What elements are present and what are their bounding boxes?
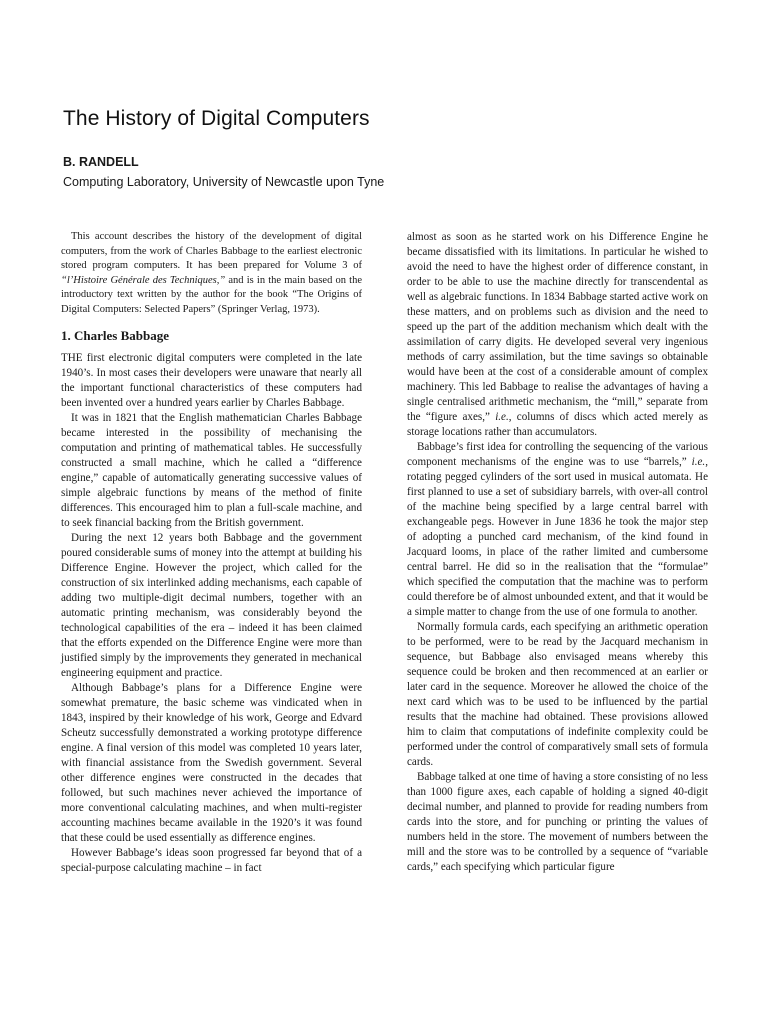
right-column bbox=[407, 230, 708, 875]
body-text: Babbage’s first idea for controlling the sequencing of the various component mechanisms of the engine was to use “barrels,” bbox=[407, 441, 708, 468]
body-paragraph: Babbage talked at one time of having a store consisting of no less than 1000 figure axes, each capable of holding a signed 40-digit decimal number, and planned to provide for reading numbers from cards into the store, and for punching or printing the values of numbers held in the store. The movement of numbers between the mill and the store was to be controlled by a sequence of “variable cards,” each specifying which particular figure bbox=[407, 771, 708, 873]
body-italic: i.e. bbox=[495, 411, 509, 423]
body-paragraph bbox=[407, 440, 708, 620]
abstract-paragraph bbox=[61, 230, 362, 318]
body-paragraph: THE first electronic digital computers were completed in the late 1940’s. In most cases their developers were unaware that nearly all the important functional characteristics of these computers had been invented over a hundred years earlier by Charles Babbage. bbox=[61, 351, 362, 409]
paper-title: The History of Digital Computers bbox=[63, 107, 370, 130]
body-text: almost as soon as he started work on his Difference Engine he became dissatisfied with its limitations. In particular he wished to avoid the need to have the highest order of difference constant, in order to be able to use the machine directly for transcendental as well as algebraic functions. In 1834 Babbage started active work on these matters, and on problems such as division and the need to speed up the part of the addition mechanism which dealt with the assimilation of carry digits. He developed several very ingenious methods of carry assimilation, but the time savings so obtainable would have been at the cost of a considerable amount of complex machinery. This led Babbage to realise the advantages of having a single centralised arithmetic mechanism, the “mill,” separate from the “figure axes,” bbox=[407, 231, 708, 423]
body-paragraph bbox=[407, 230, 708, 440]
abstract-italic-title: “l’Histoire Générale des Techniques,” bbox=[61, 274, 226, 286]
body-paragraph: Although Babbage’s plans for a Difference Engine were somewhat premature, the basic scheme was vindicated when in 1843, inspired by their knowledge of his work, George and Edvard Scheutz successfully demonstrated a working prototype difference engine. A final version of this model was completed 10 years later, with financial assistance from the Swedish government. Several other difference engines were constructed in the decades that followed, but such machines never achieved the importance of more conventional calculating machines, and when multi-register accounting machines became available in the 1920’s it was found that these could be used essentially as difference engines. bbox=[61, 681, 362, 844]
section-heading: 1. Charles Babbage bbox=[61, 327, 169, 343]
left-column bbox=[61, 230, 362, 876]
abstract bbox=[61, 230, 362, 318]
body-paragraph: Normally formula cards, each specifying an arithmetic operation to be performed, were to be read by the Jacquard mechanism in sequence, but Babbage also envisaged means whereby this sequence could be broken and then recommenced at an earlier or later card in the sequence. Moreover he allowed the choice of the next card which was to be used to be influenced by the partial results that the machine had obtained. These provisions allowed him to claim that computations of indefinite complexity could be performed under the control of comparatively small sets of formula cards. bbox=[407, 621, 708, 768]
abstract-text-1: This account describes the history of the development of digital computers, from the work of Charles Babbage to the earliest electronic stored program computers. It has been prepared for Volume 3 of bbox=[61, 231, 362, 272]
body-paragraph: However Babbage’s ideas soon progressed far beyond that of a special-purpose calculating machine – in fact bbox=[61, 846, 362, 874]
body-text: , rotating pegged cylinders of the sort used in musical automata. He first planned to use a set of subsidiary barrels, with over-all control of the machine being specified by a large central barrel with exchangeable pegs. However in June 1836 he took the major step of adopting a punched card mechanism, of the kind found in Jacquard looms, in place of the rather limited and cumbersome central barrel. He did so in the realisation that the “formulae” which specified the computation that the machine was to perform could therefore be of almost unbounded extent, and that it would be a simple matter to change from the use of one formula to another. bbox=[407, 456, 708, 618]
body-italic: i.e. bbox=[691, 456, 706, 468]
body-text: , columns of discs which acted merely as storage locations rather than accumulators. bbox=[407, 411, 708, 438]
author-affiliation: Computing Laboratory, University of Newcastle upon Tyne bbox=[63, 175, 385, 189]
body-paragraph: It was in 1821 that the English mathematician Charles Babbage became interested in the possibility of mechanising the computation and printing of mathematical tables. He successfully constructed a small machine, which he called a “difference engine,” capable of automatically generating successive values of simple algebraic functions by means of the method of finite differences. This encouraged him to plan a full-scale machine, and to seek financial backing from the British government. bbox=[61, 411, 362, 529]
body-paragraph: During the next 12 years both Babbage and the government poured considerable sums of money into the attempt at building his Difference Engine. However the project, which called for the construction of six interlinked adding mechanisms, each capable of adding two multiple-digit decimal numbers, together with an automatic printing mechanism, was considerably beyond the technological capabilities of the era – indeed it has been claimed that the efforts expended on the Difference Engine were more than justified simply by the improvements they generated in mechanical engineering equipment and practice. bbox=[61, 531, 362, 679]
author-name: B. RANDELL bbox=[63, 155, 139, 169]
abstract-text-2: and is in the main based on the introductory text written by the author for the book “The Origins of Digital Computers: Selected Papers” (Springer Verlag, 1973). bbox=[61, 274, 363, 315]
